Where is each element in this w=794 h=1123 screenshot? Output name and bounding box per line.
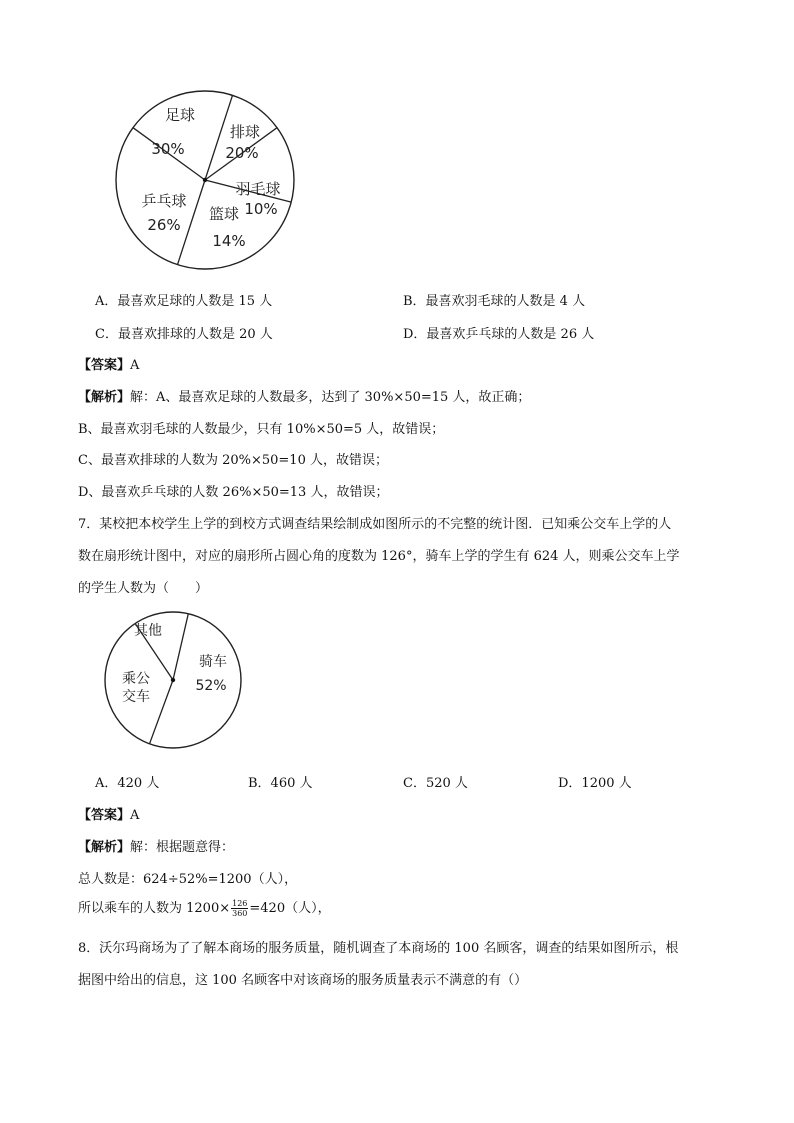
q7-option-c: C．520 人	[403, 776, 468, 791]
q7-stem-line-2: 数在扇形统计图中，对应的扇形所占圆心角的度数为 126°，骑车上学的学生有 624 人，则乘公交车上学	[78, 549, 680, 564]
slice-percent: 14%	[212, 232, 246, 250]
q6-analysis-line-2: B、最喜欢羽毛球的人数最少，只有 10%×50=5 人，故错误；	[78, 422, 445, 437]
bus-line-suffix: =420（人），	[249, 901, 331, 916]
slice-label: 足球	[164, 106, 196, 124]
q6-analysis-line-4: D、最喜欢乒乓球的人数 26%×50=13 人，故错误；	[78, 485, 389, 500]
pie-center	[171, 678, 175, 682]
q7-option-d: D．1200 人	[558, 776, 632, 791]
analysis-text: 解：根据题意得：	[130, 840, 235, 855]
q6-analysis-line-3: C、最喜欢排球的人数为 20%×50=10 人，故错误；	[78, 453, 388, 468]
answer-value: A	[130, 808, 140, 823]
analysis-text: 解：A、最喜欢足球的人数最多，达到了 30%×50=15 人，故正确；	[130, 390, 531, 405]
option-b: B．最喜欢羽毛球的人数是 4 人	[403, 294, 586, 309]
slice-label: 骑车	[199, 654, 227, 670]
q7-answer	[78, 804, 139, 823]
slice-label: 排球	[229, 123, 261, 141]
q7-stem-line-3: 的学生人数为（ ）	[78, 581, 209, 596]
option-d: D．最喜欢乒乓球的人数是 26 人	[403, 327, 595, 342]
fraction-numerator: 126	[232, 899, 248, 908]
slice-label: 羽毛球	[235, 180, 281, 198]
slice-percent: 52%	[195, 678, 227, 694]
bus-line-prefix: 所以乘车的人数为 1200×	[78, 901, 231, 916]
slice-percent: 30%	[151, 140, 185, 158]
label-bus-1: 乘公	[122, 671, 150, 687]
answer-tag: 【答案】	[78, 358, 131, 373]
q7-option-a: A．420 人	[95, 776, 160, 791]
answer-tag: 【答案】	[78, 808, 131, 823]
fraction	[231, 899, 248, 918]
q6-answer	[78, 354, 139, 373]
option-c: C．最喜欢排球的人数是 20 人	[95, 327, 273, 342]
q7-total-line: 总人数是：624÷52%=1200（人），	[78, 872, 298, 887]
q7-stem-line-1: 7．某校把本校学生上学的到校方式调查结果绘制成如图所示的不完整的统计图．已知乘公交车上学的人	[78, 517, 672, 532]
q7-option-b: B．460 人	[248, 776, 313, 791]
pie-center	[203, 178, 207, 182]
analysis-tag: 【解析】	[78, 390, 131, 405]
q8-stem-line-1: 8．沃尔玛商场为了了解本商场的服务质量，随机调查了本商场的 100 名顾客，调查的结果如图所示，根	[78, 941, 679, 956]
label-bus-2: 交车	[122, 689, 150, 705]
sports-pie-chart	[110, 90, 300, 270]
slice-label: 篮球	[208, 205, 240, 223]
slice-label: 其他	[134, 623, 162, 639]
option-a: A．最喜欢足球的人数是 15 人	[95, 294, 273, 309]
q7-analysis-line-1	[78, 836, 234, 855]
q7-bus-line	[78, 897, 331, 918]
slice-label: 乒乓球	[141, 192, 187, 210]
slice-percent: 26%	[147, 216, 181, 234]
fraction-denominator: 360	[232, 909, 248, 918]
slice-percent: 10%	[244, 200, 278, 218]
transport-pie-chart	[100, 605, 250, 750]
slice-percent: 20%	[225, 144, 259, 162]
q8-stem-line-2: 据图中给出的信息，这 100 名顾客中对该商场的服务质量表示不满意的有（）	[78, 973, 528, 988]
analysis-tag: 【解析】	[78, 840, 131, 855]
q6-analysis-line-1	[78, 386, 530, 405]
answer-value: A	[130, 358, 140, 373]
